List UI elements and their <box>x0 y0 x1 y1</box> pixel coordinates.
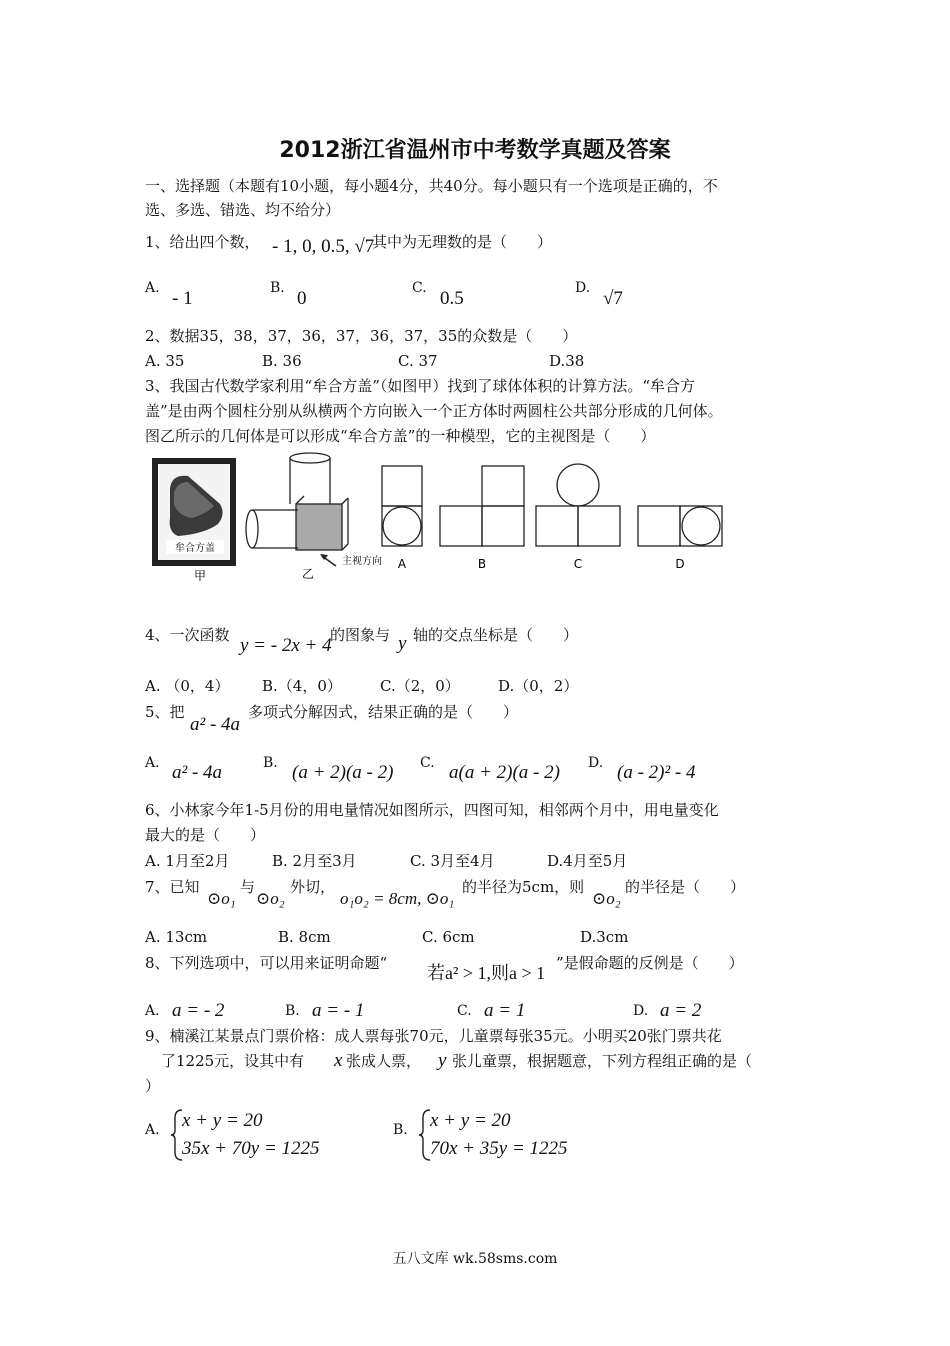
q5-option-b: (a + 2)(a - 2) <box>292 762 394 783</box>
q5-label-b: B. <box>263 755 278 771</box>
q9-system-b-line2: 70x + 35y = 1225 <box>430 1138 568 1159</box>
q9-system-a-line2: 35x + 70y = 1225 <box>182 1138 320 1159</box>
q4-option-d: D.（0，2） <box>498 677 579 695</box>
photo-caption: 牟合方盖 <box>175 543 215 554</box>
q9-label-b: B. <box>393 1122 408 1138</box>
q5-suffix: 多项式分解因式，结果正确的是（ ） <box>248 703 519 721</box>
q4-option-b: B.（4，0） <box>262 677 342 695</box>
q8-label-b: B. <box>285 1003 300 1019</box>
section-heading-line1: 一、选择题（本题有10小题，每小题4分，共40分。每小题只有一个选项是正确的，不 <box>145 177 718 195</box>
q3-line2: 盖”是由两个圆柱分别从纵横两个方向嵌入一个正方体时两圆柱公共部分形成的几何体。 <box>145 402 723 420</box>
cylinder-model <box>246 453 348 550</box>
q1-option-a: - 1 <box>172 288 193 309</box>
q5-label-d: D. <box>588 755 604 771</box>
mouhe-fanggai-photo <box>152 458 236 566</box>
q7-mid1: 外切， <box>290 878 336 896</box>
label-yi: 乙 <box>301 567 315 581</box>
q8-option-d: a = 2 <box>660 1000 702 1021</box>
q4-mid: 的图象与 <box>330 626 391 644</box>
q3-line3: 图乙所示的几何体是可以形成“牟合方盖”的一种模型，它的主视图是（ ） <box>145 427 656 445</box>
q5-label-c: C. <box>420 755 435 771</box>
choice-d-label: D <box>675 557 685 571</box>
q9-var-y: y <box>438 1050 447 1071</box>
q4-expression: y = - 2x + 4 <box>240 635 332 656</box>
q1-prefix: 1、给出四个数， <box>145 233 260 251</box>
q9-var-x: x <box>334 1050 343 1071</box>
q6-option-d: D.4月至5月 <box>547 852 628 870</box>
q1-option-d: √7 <box>603 288 623 309</box>
q7-prefix: 7、已知 <box>145 878 200 896</box>
q8-suffix: ”是假命题的反例是（ ） <box>556 954 744 972</box>
page-title: 2012浙江省温州市中考数学真题及答案 <box>279 138 671 163</box>
q7-expression: o₁o₂ = 8cm, ⊙o₁ <box>340 889 455 908</box>
section-heading-line2: 选、多选、错选、均不给分） <box>145 201 341 219</box>
q4-suffix: 轴的交点坐标是（ ） <box>413 626 579 644</box>
q4-option-c: C.（2，0） <box>380 677 460 695</box>
q4-option-a: A. （0，4） <box>145 677 230 695</box>
q7-option-a: A. 13cm <box>145 928 208 946</box>
q8-label-a: A. <box>145 1003 160 1019</box>
q2-option-d: D.38 <box>549 352 585 370</box>
label-jia: 甲 <box>193 569 207 582</box>
q9-line3: ） <box>145 1077 161 1095</box>
footer-watermark: 五八文库 wk.58sms.com <box>392 1251 558 1267</box>
choice-b-drawing <box>440 466 524 546</box>
choice-a-label: A <box>397 557 407 571</box>
q9-label-a: A. <box>145 1122 160 1138</box>
q6-option-a: A. 1月至2月 <box>145 852 230 870</box>
q2-option-a: A. 35 <box>145 352 185 370</box>
q9-line2b: 张成人票， <box>346 1052 422 1070</box>
q2-option-c: C. 37 <box>398 352 438 370</box>
q5-option-a: a² - 4a <box>172 762 223 783</box>
q7-circle2: ⊙o₂ <box>256 889 285 908</box>
choice-d-drawing <box>638 506 722 546</box>
choice-b-label: B <box>477 557 487 571</box>
q6-option-c: C. 3月至4月 <box>410 852 495 870</box>
q8-option-b: a = - 1 <box>312 1000 365 1021</box>
choice-c-label: C <box>573 557 583 571</box>
q7-option-d: D.3cm <box>580 928 629 946</box>
q1-label-a: A. <box>145 280 160 296</box>
q9-system-b-line1: x + y = 20 <box>430 1110 511 1131</box>
q1-option-c: 0.5 <box>440 288 464 309</box>
q7-option-b: B. 8cm <box>278 928 331 946</box>
q8-expression: 若a² > 1,则a > 1 <box>427 963 546 983</box>
q7-and: 与 <box>240 878 256 896</box>
q8-option-c: a = 1 <box>484 1000 526 1021</box>
q5-label-a: A. <box>145 755 160 771</box>
q7-circle1: ⊙o₁ <box>207 889 236 908</box>
q6-line2: 最大的是（ ） <box>145 826 266 844</box>
view-direction-arrow <box>320 554 336 566</box>
q4-prefix: 4、一次函数 <box>145 626 230 644</box>
q9-line2a: 了1225元，设其中有 <box>161 1052 305 1070</box>
q1-suffix: 其中为无理数的是（ ） <box>372 233 553 251</box>
q5-option-c: a(a + 2)(a - 2) <box>449 762 560 783</box>
q5-expression: a² - 4a <box>190 714 241 735</box>
q1-label-b: B. <box>270 280 285 296</box>
q3-line1: 3、我国古代数学家利用“牟合方盖”（如图甲）找到了球体体积的计算方法。“牟合方 <box>145 377 696 395</box>
q8-label-d: D. <box>633 1003 649 1019</box>
q5-option-d: (a - 2)² - 4 <box>617 762 696 783</box>
q1-expression: - 1, 0, 0.5, √7 <box>272 236 375 257</box>
q7-circle3: ⊙o₂ <box>592 889 621 908</box>
q1-label-c: C. <box>412 280 427 296</box>
q3-figure <box>148 452 738 582</box>
q8-option-a: a = - 2 <box>172 1000 225 1021</box>
q6-option-b: B. 2月至3月 <box>272 852 357 870</box>
q4-variable: y <box>398 633 407 654</box>
arrow-text: 主视方向 <box>342 556 382 567</box>
q7-mid2: 的半径为5cm，则 <box>462 878 585 896</box>
q8-label-c: C. <box>457 1003 472 1019</box>
q7-suffix: 的半径是（ ） <box>625 878 746 896</box>
q8-prefix: 8、下列选项中，可以用来证明命题“ <box>145 954 388 972</box>
q1-option-b: 0 <box>297 288 307 309</box>
q2-option-b: B. 36 <box>262 352 302 370</box>
q9-line2c: 张儿童票，根据题意，下列方程组正确的是（ <box>452 1052 753 1070</box>
q6-line1: 6、小林家今年1-5月份的用电量情况如图所示，四图可知，相邻两个月中，用电量变化 <box>145 801 719 819</box>
choice-c-drawing <box>536 464 620 546</box>
q9-system-a-line1: x + y = 20 <box>182 1110 263 1131</box>
q2-stem: 2、数据35，38，37，36，37，36，37，35的众数是（ ） <box>145 327 578 345</box>
q5-prefix: 5、把 <box>145 703 185 721</box>
q9-line1: 9、楠溪江某景点门票价格：成人票每张70元，儿童票每张35元。小明买20张门票共花 <box>145 1027 722 1045</box>
choice-a-drawing <box>382 466 422 546</box>
q1-label-d: D. <box>575 280 591 296</box>
q7-option-c: C. 6cm <box>422 928 475 946</box>
